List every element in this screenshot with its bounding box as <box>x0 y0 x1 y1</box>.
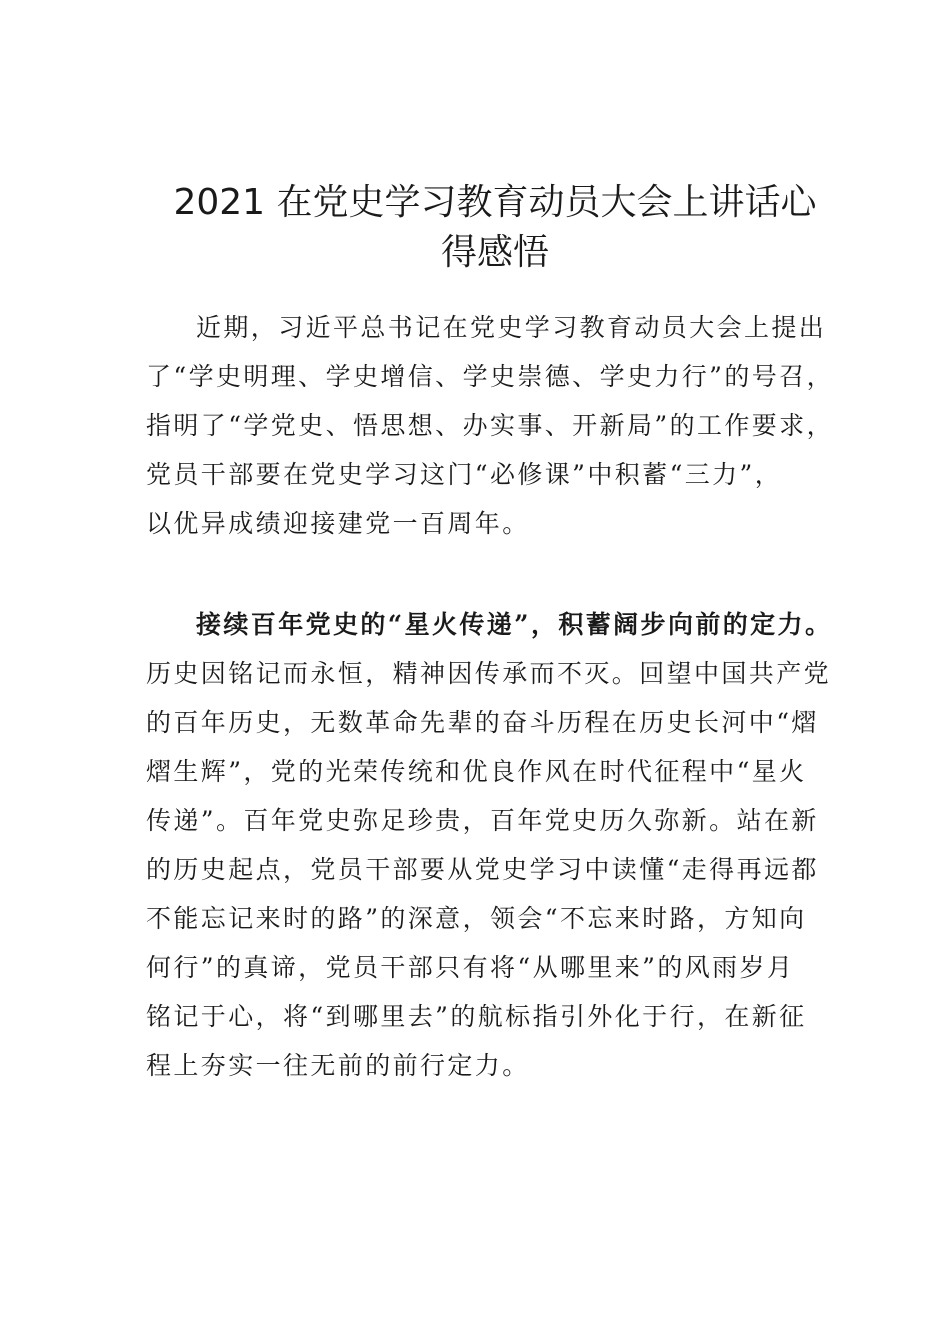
paragraph-line: 的历史起点，党员干部要从党史学习中读懂“走得再远都 <box>146 855 819 884</box>
paragraph-line: 党员干部要在党史学习这门“必修课”中积蓄“三力”， <box>146 460 783 489</box>
title-line-1: 2021 在党史学习教育动员大会上讲话心 <box>173 182 817 223</box>
paragraph-line: 历史因铭记而永恒，精神因传承而不灭。回望中国共产党 <box>146 659 832 688</box>
document-title <box>150 178 840 278</box>
paragraph-line: 的百年历史，无数革命先辈的奋斗历程在历史长河中“熠 <box>146 708 819 737</box>
paragraph-line: 铭记于心，将“到哪里去”的航标指引外化于行，在新征 <box>146 1002 807 1031</box>
paragraph-line: 何行”的真谛，党员干部只有将“从哪里来”的风雨岁月 <box>146 953 795 982</box>
section-heading: 接续百年党史的“星火传递”，积蓄阔步向前的定力。 <box>196 610 833 639</box>
paragraph-line: 近期，习近平总书记在党史学习教育动员大会上提出 <box>196 313 827 342</box>
paragraph-line: 以优异成绩迎接建党一百周年。 <box>146 509 530 538</box>
paragraph-line: 指明了“学党史、悟思想、办实事、开新局”的工作要求， <box>146 411 834 440</box>
paragraph-line: 不能忘记来时的路”的深意，领会“不忘来时路，方知向 <box>146 904 807 933</box>
paragraph-line: 了“学史明理、学史增信、学史崇德、学史力行”的号召， <box>146 362 834 391</box>
paragraph-line: 程上夯实一往无前的前行定力。 <box>146 1051 530 1080</box>
paragraph-line: 熠生辉”，党的光荣传统和优良作风在时代征程中“星火 <box>146 757 807 786</box>
title-line-2: 得感悟 <box>440 232 549 273</box>
intro-paragraph <box>146 303 834 548</box>
section-paragraph <box>146 600 833 1090</box>
paragraph-line: 传递”。百年党史弥足珍贵，百年党史历久弥新。站在新 <box>146 806 819 835</box>
